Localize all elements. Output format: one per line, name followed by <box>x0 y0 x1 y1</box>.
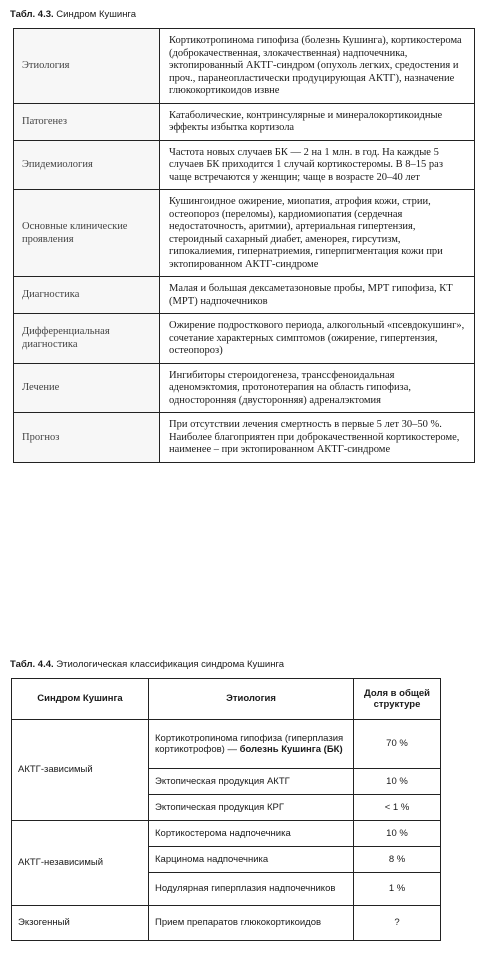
cushing-syndrome-table <box>13 28 475 463</box>
etiology-classification-table <box>11 678 441 941</box>
table-4-3-caption <box>10 9 136 21</box>
table-4-3-label: Табл. 4.3. <box>10 9 54 20</box>
share-cell: 10 % <box>354 769 441 795</box>
row-key: Эпидемиология <box>14 140 160 190</box>
row-value: Катаболические, контринсулярные и минералокортикоидные эффекты избытка кортизола <box>160 103 475 140</box>
column-header-syndrome: Синдром Кушинга <box>12 679 149 720</box>
row-key: Прогноз <box>14 413 160 463</box>
table-row <box>12 821 441 847</box>
row-key: Лечение <box>14 363 160 413</box>
row-value: Малая и большая дексаметазоновые пробы, МРТ гипофиза, КТ (МРТ) надпочечников <box>160 277 475 314</box>
etiology-cell: Эктопическая продукция АКТГ <box>149 769 354 795</box>
table-row <box>14 29 475 104</box>
share-cell: 8 % <box>354 847 441 873</box>
table-4-4-caption <box>10 659 284 671</box>
etiology-cell: Карцинома надпочечника <box>149 847 354 873</box>
table-row <box>14 140 475 190</box>
table-4-4-title: Этиологическая классификация синдрома Кушинга <box>56 659 285 670</box>
group-name: АКТГ-зависимый <box>12 720 149 821</box>
group-name: Экзогенный <box>12 906 149 941</box>
row-key: Этиология <box>14 29 160 104</box>
row-key: Диагностика <box>14 277 160 314</box>
column-header-share: Доля в общей структуре <box>354 679 441 720</box>
table-row <box>14 103 475 140</box>
etiology-cell: Прием препаратов глюкокортикоидов <box>149 906 354 941</box>
table-row <box>12 906 441 941</box>
share-cell: ? <box>354 906 441 941</box>
row-value: При отсутствии лечения смертность в первые 5 лет 30–50 %. Наиболее благоприятен при доброкачественной кортикостероме, наименее – при эктопированном АКТГ-синдроме <box>160 413 475 463</box>
table-row <box>14 314 475 364</box>
table-4-4-label: Табл. 4.4. <box>10 659 54 670</box>
row-value: Кушингоидное ожирение, миопатия, атрофия кожи, стрии, остеопороз (переломы), кардиомиопатия (сердечная недостаточность, аритмии), артериальная гипертензия, стероидный сахарный диабет, аменорея, гирсутизм, гипокалиемия, гипернатриемия, гиперпигментация кожи при эктопированном АКТГ-синдроме <box>160 190 475 277</box>
etiology-cell: Кортикостерома надпочечника <box>149 821 354 847</box>
share-cell: 1 % <box>354 873 441 906</box>
share-cell: 70 % <box>354 720 441 769</box>
row-key: Основные клинические проявления <box>14 190 160 277</box>
table-row <box>12 720 441 769</box>
table-row <box>14 190 475 277</box>
row-value: Частота новых случаев БК — 2 на 1 млн. в год. На каждые 5 случаев БК приходится 1 случай кортикостеромы. В 8–15 раз чаще встречаются у женщин; чаще в возрасте 20–40 лет <box>160 140 475 190</box>
header-row <box>12 679 441 720</box>
group-name: АКТГ-независимый <box>12 821 149 906</box>
column-header-etiology: Этиология <box>149 679 354 720</box>
table-row <box>14 277 475 314</box>
etiology-text: Кортикотропинома гипофиза (гиперплазия кортикотрофов) — <box>155 732 344 755</box>
row-value: Кортикотропинома гипофиза (болезнь Кушинга), кортикостерома (доброкачественная, злокачественная) надпочечника, эктопированный АКТГ-синдром (опухоль легких, средостения и проч., паранеопластически продуцирующая АКТГ), назначение глюкокортикоидов извне <box>160 29 475 104</box>
share-cell: < 1 % <box>354 795 441 821</box>
row-key: Патогенез <box>14 103 160 140</box>
share-cell: 10 % <box>354 821 441 847</box>
etiology-cell: Эктопическая продукция КРГ <box>149 795 354 821</box>
etiology-cell <box>149 720 354 769</box>
table-row <box>14 413 475 463</box>
table-row <box>14 363 475 413</box>
table-4-3-title: Синдром Кушинга <box>56 9 136 20</box>
row-value: Ингибиторы стероидогенеза, транссфеноидальная аденомэктомия, протонотерапия на область гипофиза, односторонняя (двусторонняя) адреналэктомия <box>160 363 475 413</box>
row-value: Ожирение подросткового периода, алкогольный «псевдокушинг», сочетание характерных симптомов (ожирение, гипертензия, остеопороз) <box>160 314 475 364</box>
etiology-bold-text: болезнь Кушинга (БК) <box>239 744 343 755</box>
row-key: Дифференциальная диагностика <box>14 314 160 364</box>
etiology-cell: Нодулярная гиперплазия надпочечников <box>149 873 354 906</box>
